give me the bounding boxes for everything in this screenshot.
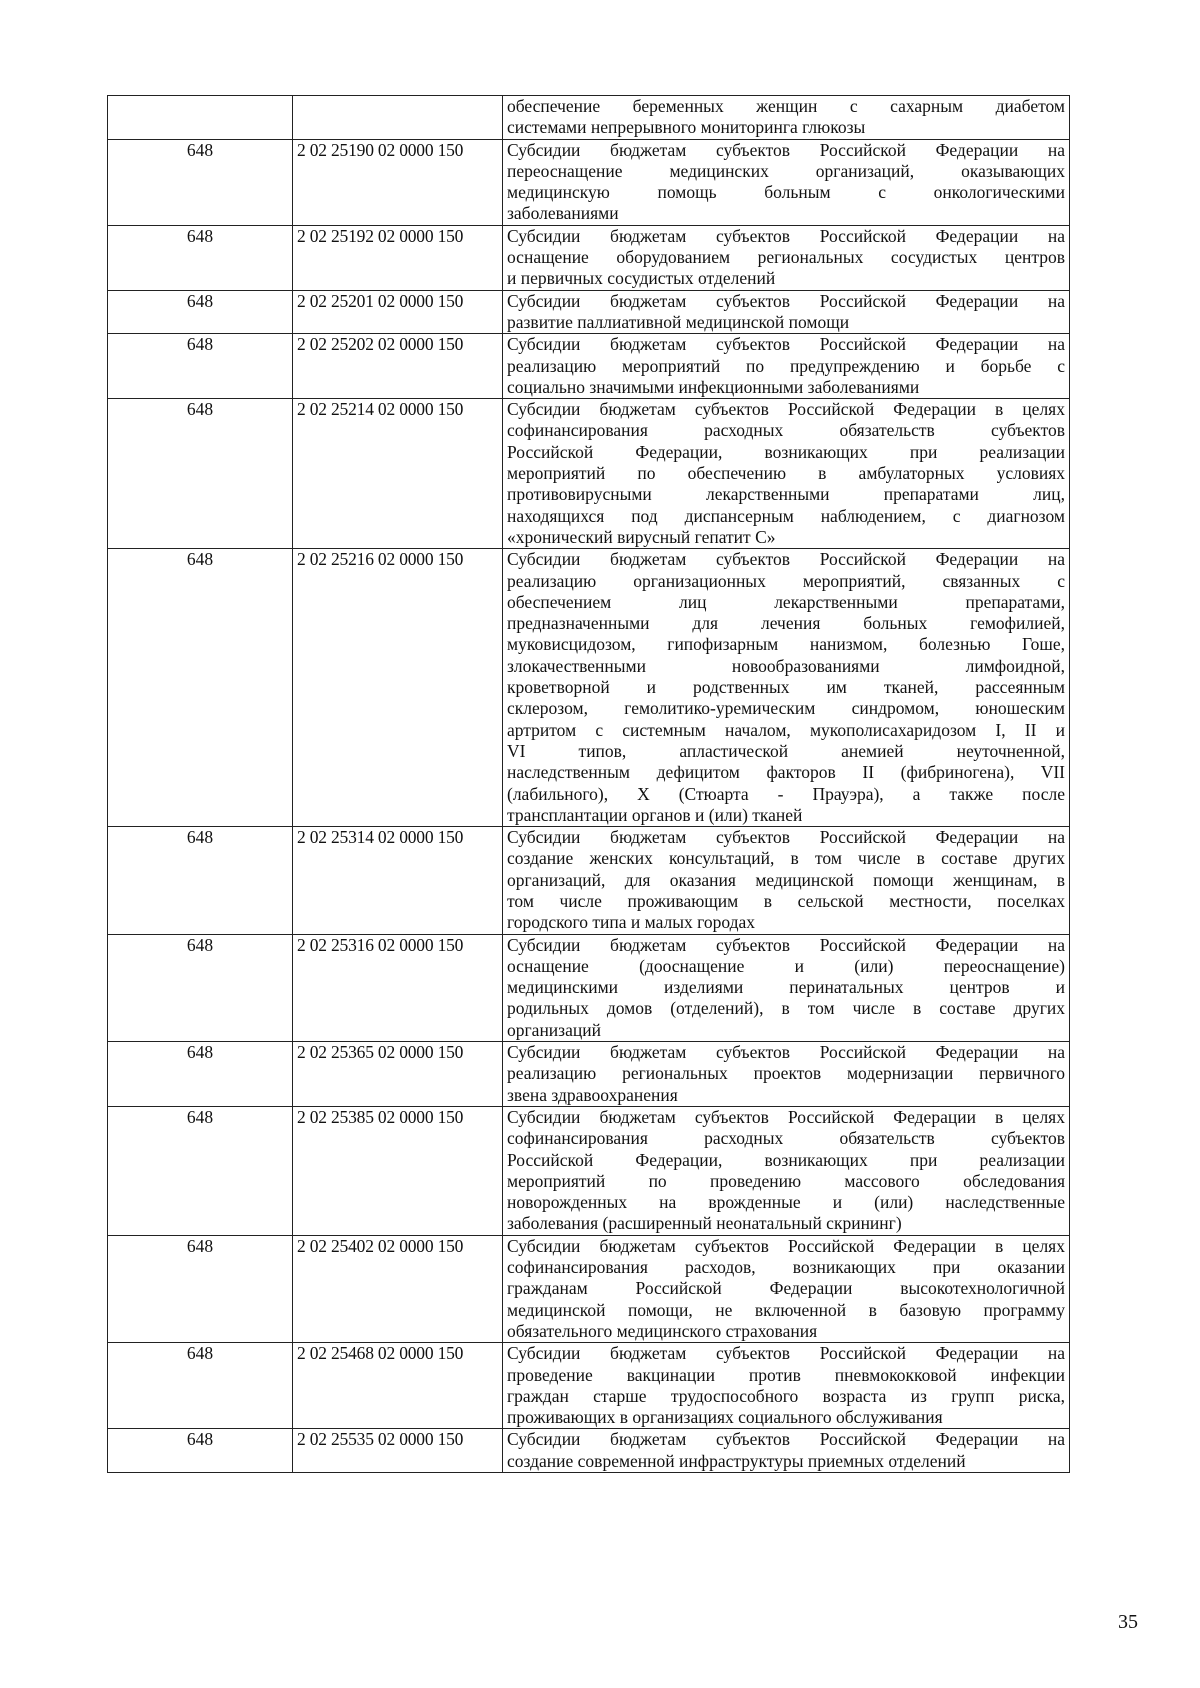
income-name-cell — [503, 1042, 1070, 1107]
income-name-line: находящихся под диспансерным наблюдением, с диагнозом — [507, 505, 1065, 526]
income-name-line: Субсидии бюджетам субъектов Российской Федерации на — [507, 549, 1065, 570]
income-name-line: обеспечение беременных женщин с сахарным диабетом — [507, 96, 1065, 116]
admin-code-cell: 648 — [108, 1235, 293, 1342]
income-name-line: «хронический вирусный гепатит С» — [507, 526, 776, 547]
income-name-line: системами непрерывного мониторинга глюкозы — [507, 117, 866, 138]
table-row — [108, 1429, 1070, 1473]
income-name-line: оснащение оборудованием региональных сосудистых центров — [507, 247, 1065, 268]
table-row — [108, 1343, 1070, 1429]
income-name-line: реализацию мероприятий по предупреждению и борьбе с — [507, 355, 1065, 376]
income-name-line: Субсидии бюджетам субъектов Российской Федерации на — [507, 934, 1065, 955]
income-name-line: VI типов, апластической анемией неуточненной, — [507, 740, 1065, 761]
income-name-cell — [503, 225, 1070, 290]
income-name-line: кроветворной и родственных им тканей, рассеянным — [507, 677, 1065, 698]
budget-classification-code-cell: 2 02 25468 02 0000 150 — [293, 1343, 503, 1429]
budget-classification-code-cell: 2 02 25535 02 0000 150 — [293, 1429, 503, 1473]
income-name-line: наследственным дефицитом факторов II (фибриногена), VII — [507, 762, 1065, 783]
income-name-cell — [503, 96, 1070, 140]
admin-code-cell: 648 — [108, 399, 293, 549]
income-name-line: обязательного медицинского страхования — [507, 1320, 818, 1341]
income-name-line: Субсидии бюджетам субъектов Российской Федерации в целях — [507, 1106, 1065, 1127]
income-name-line: граждан старше трудоспособного возраста из групп риска, — [507, 1385, 1065, 1406]
income-name-line: новорожденных на врожденные и (или) наследственные — [507, 1192, 1065, 1213]
income-name-line: мероприятий по проведению массового обследования — [507, 1170, 1065, 1191]
budget-classification-code-cell: 2 02 25201 02 0000 150 — [293, 290, 503, 334]
income-name-line: софинансирования расходных обязательств субъектов — [507, 420, 1065, 441]
admin-code-cell: 648 — [108, 827, 293, 934]
budget-classification-code-cell — [293, 96, 503, 140]
income-name-line: Субсидии бюджетам субъектов Российской Федерации на — [507, 1343, 1065, 1364]
income-name-line: склерозом, гемолитико-уремическим синдромом, юношеским — [507, 698, 1065, 719]
admin-code-cell: 648 — [108, 225, 293, 290]
income-name-line: городского типа и малых городах — [507, 912, 756, 933]
income-name-line: заболевания (расширенный неонатальный скрининг) — [507, 1213, 902, 1234]
admin-code-cell: 648 — [108, 934, 293, 1041]
income-name-line: (лабильного), X (Стюарта - Прауэра), а также после — [507, 783, 1065, 804]
income-name-line: софинансирования расходов, возникающих при оказании — [507, 1257, 1065, 1278]
income-name-line: Субсидии бюджетам субъектов Российской Федерации на — [507, 1429, 1065, 1450]
income-name-line: предназначенными для лечения больных гемофилией, — [507, 613, 1065, 634]
income-name-line: том числе проживающим в сельской местности, поселках — [507, 890, 1065, 911]
income-name-line: организаций — [507, 1019, 601, 1040]
income-name-cell — [503, 334, 1070, 399]
income-name-line: создание современной инфраструктуры приемных отделений — [507, 1450, 966, 1471]
budget-classification-code-cell: 2 02 25402 02 0000 150 — [293, 1235, 503, 1342]
income-name-line: Субсидии бюджетам субъектов Российской Федерации на — [507, 827, 1065, 848]
income-name-line: организаций, для оказания медицинской помощи женщинам, в — [507, 869, 1065, 890]
table-row — [108, 1106, 1070, 1235]
income-name-line: заболеваниями — [507, 203, 619, 224]
income-name-line: противовирусными лекарственными препаратами лиц, — [507, 484, 1065, 505]
income-name-line: гражданам Российской Федерации высокотехнологичной — [507, 1278, 1065, 1299]
income-name-line: Субсидии бюджетам субъектов Российской Федерации в целях — [507, 399, 1065, 420]
admin-code-cell — [108, 96, 293, 140]
income-name-line: Субсидии бюджетам субъектов Российской Федерации на — [507, 225, 1065, 246]
budget-classification-code-cell: 2 02 25314 02 0000 150 — [293, 827, 503, 934]
income-name-line: Субсидии бюджетам субъектов Российской Федерации на — [507, 290, 1065, 311]
budget-classification-code-cell: 2 02 25365 02 0000 150 — [293, 1042, 503, 1107]
income-name-cell — [503, 139, 1070, 225]
income-name-line: медицинскую помощь больным с онкологическими — [507, 182, 1065, 203]
income-name-line: обеспечением лиц лекарственными препаратами, — [507, 591, 1065, 612]
income-name-line: Субсидии бюджетам субъектов Российской Федерации на — [507, 139, 1065, 160]
income-name-line: медицинскими изделиями перинатальных центров и — [507, 977, 1065, 998]
admin-code-cell: 648 — [108, 1343, 293, 1429]
income-name-line: проведение вакцинации против пневмококковой инфекции — [507, 1364, 1065, 1385]
income-name-line: переоснащение медицинских организаций, оказывающих — [507, 160, 1065, 181]
income-name-line: Субсидии бюджетам субъектов Российской Федерации на — [507, 1042, 1065, 1063]
table-row — [108, 334, 1070, 399]
income-name-cell — [503, 1343, 1070, 1429]
income-name-line: реализацию организационных мероприятий, связанных с — [507, 570, 1065, 591]
table-row — [108, 399, 1070, 549]
income-name-line: создание женских консультаций, в том числе в составе других — [507, 848, 1065, 869]
table-row — [108, 549, 1070, 827]
budget-classification-code-cell: 2 02 25202 02 0000 150 — [293, 334, 503, 399]
table-row — [108, 934, 1070, 1041]
income-name-line: Субсидии бюджетам субъектов Российской Федерации на — [507, 334, 1065, 355]
income-name-line: Российской Федерации, возникающих при реализации — [507, 1149, 1065, 1170]
table-row — [108, 1235, 1070, 1342]
budget-codes-table — [107, 95, 1070, 1473]
income-name-line: реализацию региональных проектов модернизации первичного — [507, 1063, 1065, 1084]
income-name-cell — [503, 399, 1070, 549]
income-name-cell — [503, 1235, 1070, 1342]
income-name-cell — [503, 1106, 1070, 1235]
income-name-cell — [503, 549, 1070, 827]
admin-code-cell: 648 — [108, 1042, 293, 1107]
income-name-line: трансплантации органов и (или) тканей — [507, 804, 803, 825]
income-name-line: звена здравоохранения — [507, 1084, 678, 1105]
table-body — [108, 96, 1070, 1473]
income-name-line: софинансирования расходных обязательств субъектов — [507, 1128, 1065, 1149]
budget-classification-code-cell: 2 02 25190 02 0000 150 — [293, 139, 503, 225]
income-name-cell — [503, 934, 1070, 1041]
table-row — [108, 1042, 1070, 1107]
table-row — [108, 290, 1070, 334]
income-name-line: социально значимыми инфекционными заболеваниями — [507, 376, 920, 397]
admin-code-cell: 648 — [108, 139, 293, 225]
income-name-line: артритом с системным началом, мукополисахаридозом I, II и — [507, 719, 1065, 740]
income-name-line: развитие паллиативной медицинской помощи — [507, 311, 850, 332]
table-row — [108, 96, 1070, 140]
admin-code-cell: 648 — [108, 334, 293, 399]
table-row — [108, 225, 1070, 290]
admin-code-cell: 648 — [108, 290, 293, 334]
income-name-cell — [503, 827, 1070, 934]
income-name-line: злокачественными новообразованиями лимфоидной, — [507, 655, 1065, 676]
admin-code-cell: 648 — [108, 549, 293, 827]
income-name-line: и первичных сосудистых отделений — [507, 268, 776, 289]
income-name-line: медицинской помощи, не включенной в базовую программу — [507, 1299, 1065, 1320]
income-name-line: оснащение (дооснащение и (или) переоснащение) — [507, 955, 1065, 976]
income-name-line: Субсидии бюджетам субъектов Российской Федерации в целях — [507, 1235, 1065, 1256]
income-name-line: Российской Федерации, возникающих при реализации — [507, 441, 1065, 462]
budget-classification-code-cell: 2 02 25385 02 0000 150 — [293, 1106, 503, 1235]
budget-classification-code-cell: 2 02 25316 02 0000 150 — [293, 934, 503, 1041]
income-name-line: мероприятий по обеспечению в амбулаторных условиях — [507, 463, 1065, 484]
table-row — [108, 139, 1070, 225]
budget-classification-code-cell: 2 02 25216 02 0000 150 — [293, 549, 503, 827]
income-name-line: родильных домов (отделений), в том числе в составе других — [507, 998, 1065, 1019]
page-number: 35 — [1118, 1611, 1138, 1633]
income-name-line: муковисцидозом, гипофизарным нанизмом, болезнью Гоше, — [507, 634, 1065, 655]
budget-classification-code-cell: 2 02 25214 02 0000 150 — [293, 399, 503, 549]
income-name-cell — [503, 290, 1070, 334]
admin-code-cell: 648 — [108, 1429, 293, 1473]
budget-classification-code-cell: 2 02 25192 02 0000 150 — [293, 225, 503, 290]
table-row — [108, 827, 1070, 934]
income-name-cell — [503, 1429, 1070, 1473]
admin-code-cell: 648 — [108, 1106, 293, 1235]
income-name-line: проживающих в организациях социального обслуживания — [507, 1407, 943, 1428]
